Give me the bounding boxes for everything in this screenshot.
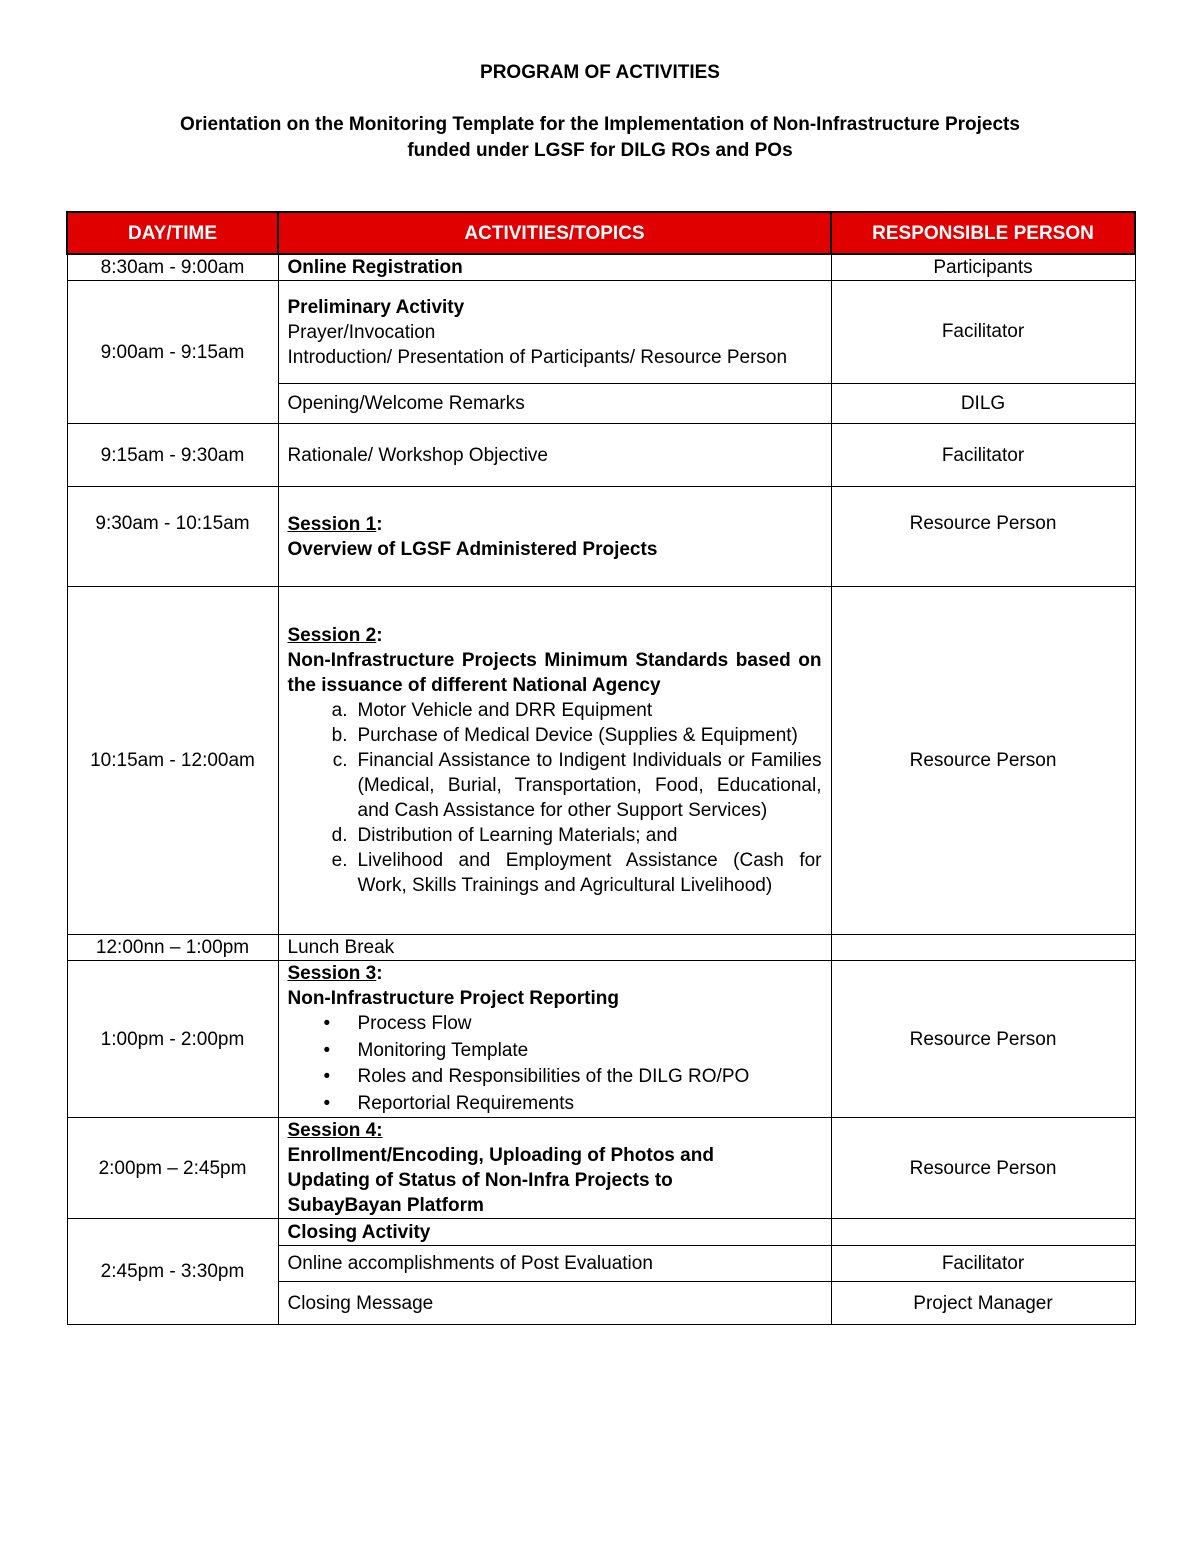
activity-cell: Closing Message bbox=[278, 1282, 831, 1325]
list-item-text: Reportorial Requirements bbox=[357, 1092, 574, 1114]
time-cell: 2:00pm – 2:45pm bbox=[67, 1118, 278, 1219]
list-marker: b. bbox=[331, 725, 348, 746]
session-title: Non-Infrastructure Project Reporting bbox=[287, 988, 619, 1009]
table-row bbox=[67, 424, 1135, 487]
person-cell bbox=[831, 1219, 1135, 1246]
list-item bbox=[288, 1011, 822, 1038]
table-row bbox=[67, 587, 1135, 935]
table-header-row bbox=[67, 212, 1135, 254]
activity-cell bbox=[278, 281, 831, 384]
time-cell: 2:45pm - 3:30pm bbox=[67, 1219, 278, 1325]
person-cell bbox=[831, 935, 1135, 961]
list-marker: • bbox=[323, 1092, 331, 1114]
activity-cell: Online accomplishments of Post Evaluation bbox=[278, 1246, 831, 1282]
person-cell: DILG bbox=[831, 384, 1135, 424]
activity-cell: Online Registration bbox=[278, 254, 831, 281]
person-cell: Resource Person bbox=[831, 487, 1135, 587]
document-subtitle bbox=[0, 112, 1200, 164]
list-item bbox=[288, 1091, 822, 1118]
activity-cell: Session 1: Overview of LGSF Administered Projects bbox=[278, 487, 831, 587]
activity-heading: Preliminary Activity bbox=[287, 296, 465, 318]
activity-line: Introduction/ Presentation of Participants/ Resource Person bbox=[287, 346, 788, 368]
session-title: Overview of LGSF Administered Projects bbox=[287, 538, 658, 560]
list-item-text: Roles and Responsibilities of the DILG RO/PO bbox=[357, 1066, 750, 1087]
list-marker: d. bbox=[331, 825, 348, 846]
list-item bbox=[288, 823, 822, 848]
activity-cell: Session 2: Non-Infrastructure Projects Minimum Standards based on the issuance of different National Agency a. Motor Vehicle and DRR Equipment b. Purchase of Medical Device (Supplies & Equipment) c. Financial Assistance to Indigent Individuals or Families (Medical, Burial, Transportation, Food, Educational, and Cash Assistance for other Support Services) d. Distribution of Learning Materials; and e. Livelihood and Employment Assistance (Cash for Work, Skills Trainings and Agricultural Livelihood) bbox=[278, 587, 831, 935]
list-item bbox=[288, 1038, 822, 1065]
session-label: Session 1 bbox=[287, 513, 377, 535]
list-item-text: Livelihood and Employment Assistance (Cash for Work, Skills Trainings and Agricultural Livelihood) bbox=[357, 850, 822, 896]
list-item bbox=[288, 723, 822, 748]
activity-cell: Lunch Break bbox=[278, 935, 831, 961]
session-topic-list bbox=[288, 698, 822, 898]
person-cell: Facilitator bbox=[831, 281, 1135, 384]
list-marker: • bbox=[323, 1066, 331, 1087]
list-item-text: Process Flow bbox=[357, 1013, 472, 1034]
list-item-text: Distribution of Learning Materials; and bbox=[357, 825, 678, 846]
list-item bbox=[288, 748, 822, 823]
time-cell: 9:00am - 9:15am bbox=[67, 281, 278, 424]
document-title: PROGRAM OF ACTIVITIES bbox=[480, 62, 720, 83]
person-cell: Facilitator bbox=[831, 424, 1135, 487]
activity-cell: Session 3: Non-Infrastructure Project Reporting • Process Flow • Monitoring Template • Roles and Responsibilities of the DILG RO/PO • Reportorial Requirements bbox=[278, 961, 831, 1118]
list-item bbox=[288, 848, 822, 898]
activity-cell bbox=[278, 1118, 831, 1219]
time-cell: 1:00pm - 2:00pm bbox=[67, 961, 278, 1118]
time-cell: 10:15am - 12:00am bbox=[67, 587, 278, 935]
person-cell: Participants bbox=[831, 254, 1135, 281]
table-row bbox=[67, 254, 1135, 281]
time-cell: 9:15am - 9:30am bbox=[67, 424, 278, 487]
program-table bbox=[66, 211, 1136, 1325]
session-label: Session 2 bbox=[287, 625, 377, 646]
subtitle-line-2: funded under LGSF for DILG ROs and POs bbox=[407, 140, 793, 161]
person-cell: Project Manager bbox=[831, 1282, 1135, 1325]
session-label: Session 4: bbox=[287, 1120, 383, 1141]
activity-line: Prayer/Invocation bbox=[287, 321, 436, 343]
list-item-text: Motor Vehicle and DRR Equipment bbox=[357, 700, 653, 721]
table-row bbox=[67, 281, 1135, 384]
list-marker: • bbox=[323, 1013, 331, 1034]
table-row bbox=[67, 1118, 1135, 1219]
session-label: Session 3 bbox=[287, 963, 377, 984]
session-title: Non-Infrastructure Projects Minimum Standards based on the issuance of different National Agency bbox=[287, 650, 822, 696]
subtitle-line-1: Orientation on the Monitoring Template for the Implementation of Non-Infrastructure Projects bbox=[180, 114, 1020, 135]
time-cell: 9:30am - 10:15am bbox=[67, 487, 278, 587]
person-cell: Facilitator bbox=[831, 1246, 1135, 1282]
list-marker: a. bbox=[331, 700, 348, 721]
header-day-time: DAY/TIME bbox=[67, 212, 278, 254]
person-cell: Resource Person bbox=[831, 587, 1135, 935]
table-row bbox=[67, 961, 1135, 1118]
session-title: Enrollment/Encoding, Uploading of Photos and Updating of Status of Non-Infra Projects to SubayBayan Platform bbox=[287, 1145, 714, 1216]
table-row bbox=[67, 487, 1135, 587]
list-marker: c. bbox=[332, 750, 348, 771]
list-marker: e. bbox=[331, 850, 348, 871]
header-responsible-person: RESPONSIBLE PERSON bbox=[831, 212, 1135, 254]
session-topic-list bbox=[288, 1011, 822, 1117]
time-cell: 8:30am - 9:00am bbox=[67, 254, 278, 281]
list-item-text: Purchase of Medical Device (Supplies & Equipment) bbox=[357, 725, 798, 746]
person-cell: Resource Person bbox=[831, 1118, 1135, 1219]
activity-cell: Rationale/ Workshop Objective bbox=[278, 424, 831, 487]
table-row bbox=[67, 935, 1135, 961]
list-item-text: Financial Assistance to Indigent Individuals or Families (Medical, Burial, Transportation, Food, Educational, and Cash Assistance for other Support Services) bbox=[357, 750, 822, 821]
person-cell: Resource Person bbox=[831, 961, 1135, 1118]
list-item-text: Monitoring Template bbox=[357, 1039, 529, 1061]
activity-cell: Opening/Welcome Remarks bbox=[278, 384, 831, 424]
activity-cell: Closing Activity bbox=[278, 1219, 831, 1246]
list-marker: • bbox=[323, 1039, 331, 1061]
list-item bbox=[288, 698, 822, 723]
table-row bbox=[67, 1219, 1135, 1246]
time-cell: 12:00nn – 1:00pm bbox=[67, 935, 278, 961]
header-activities: ACTIVITIES/TOPICS bbox=[278, 212, 831, 254]
list-item bbox=[288, 1064, 822, 1091]
